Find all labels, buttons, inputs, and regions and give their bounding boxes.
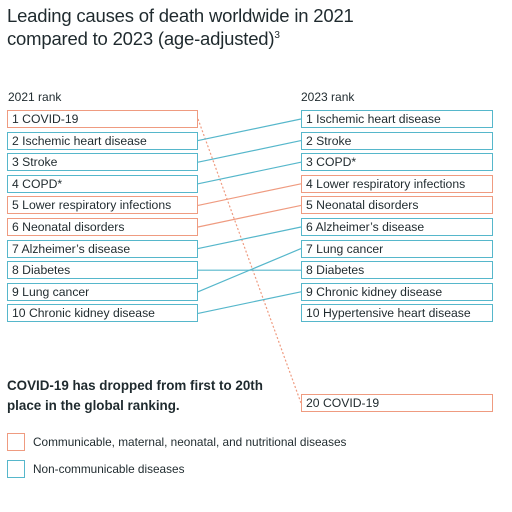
rank-2021-box-5: 5 Lower respiratory infections [7, 196, 198, 214]
rank-2023-box-2: 2 Stroke [301, 132, 493, 150]
rank-2021-box-8: 8 Diabetes [7, 261, 198, 279]
rank-link-7-to-6 [198, 227, 301, 249]
title-text: Leading causes of death worldwide in 2021 compared to 2023 (age-adjusted) [7, 5, 354, 49]
rank-2021-box-9: 9 Lung cancer [7, 283, 198, 301]
title-footnote-marker: 3 [274, 29, 280, 41]
rank-2023-box-1: 1 Ischemic heart disease [301, 110, 493, 128]
rank-2023-box-4: 4 Lower respiratory infections [301, 175, 493, 193]
rank-2023-box-9: 9 Chronic kidney disease [301, 283, 493, 301]
rank-link-2-to-1 [198, 119, 301, 141]
rank-2021-box-3: 3 Stroke [7, 153, 198, 171]
rank-link-5-to-4 [198, 184, 301, 206]
legend-swatch-non-communicable [7, 460, 25, 478]
rank-2021-box-1: 1 COVID-19 [7, 110, 198, 128]
legend-label-communicable: Communicable, maternal, neonatal, and nutritional diseases [33, 435, 347, 449]
legend-swatch-communicable [7, 433, 25, 451]
right-column-header: 2023 rank [301, 90, 355, 104]
rank-2021-box-6: 6 Neonatal disorders [7, 218, 198, 236]
covid-note: COVID-19 has dropped from first to 20th place in the global ranking. [7, 378, 263, 413]
left-column-header: 2021 rank [8, 90, 62, 104]
rank-link-6-to-5 [198, 205, 301, 227]
rank-2023-box-7: 7 Lung cancer [301, 240, 493, 258]
rank-2023-box-6: 6 Alzheimer’s disease [301, 218, 493, 236]
rank-2023-box-5: 5 Neonatal disorders [301, 196, 493, 214]
rank-link-10-to-9 [198, 292, 301, 314]
rank-2021-box-10: 10 Chronic kidney disease [7, 304, 198, 322]
rank-2023-box-10: 10 Hypertensive heart disease [301, 304, 493, 322]
rank-link-4-to-3 [198, 162, 301, 184]
rank-2021-box-2: 2 Ischemic heart disease [7, 132, 198, 150]
legend-label-non-communicable: Non-communicable diseases [33, 462, 185, 476]
rank-2021-box-7: 7 Alzheimer’s disease [7, 240, 198, 258]
rank-2023-box-3: 3 COPD* [301, 153, 493, 171]
rank-2021-box-4: 4 COPD* [7, 175, 198, 193]
rank-link-1-to-20 [198, 119, 301, 403]
rank-2023-box-8: 8 Diabetes [301, 261, 493, 279]
rank-link-3-to-2 [198, 141, 301, 163]
rank-2023-covid-box: 20 COVID-19 [301, 394, 493, 412]
